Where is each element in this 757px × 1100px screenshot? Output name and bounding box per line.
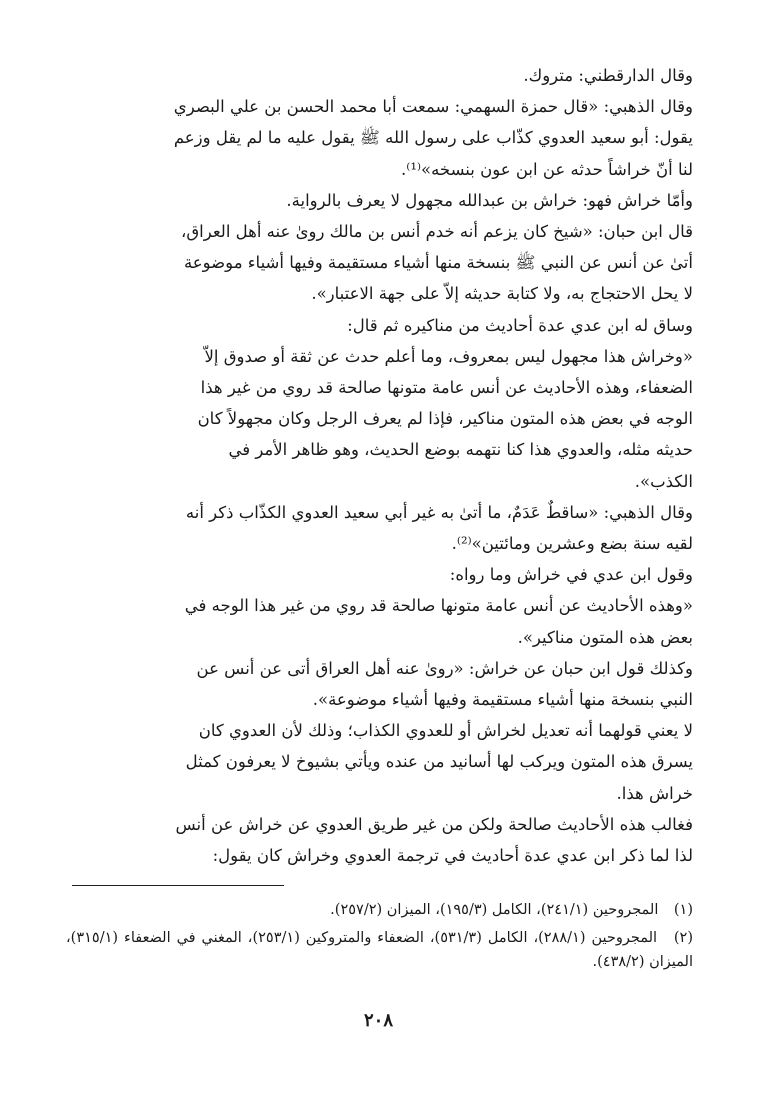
text-line: وقال الذهبي: «قال حمزة السهمي: سمعت أبا محمد الحسن بن علي البصري <box>173 97 693 117</box>
text-line: وكذلك قول ابن حبان عن خراش: «روىٰ عنه أهل العراق أتى عن أنس عن <box>196 658 693 678</box>
footnote <box>66 926 693 974</box>
text-line: النبي بنسخة منها أشياء مستقيمة وفيها أشياء موضوعة». <box>312 690 693 710</box>
text-line: الوجه في بعض هذه المتون مناكير، فإذا لم يعرف الرجل وكان مجهولاً كان <box>197 409 693 429</box>
text-line: وأمّا خراش فهو: خراش بن عبدالله مجهول لا يعرف بالرواية. <box>286 190 693 210</box>
text-line: وساق له ابن عدي عدة أحاديث من مناكيره ثم قال: <box>347 315 693 335</box>
text-line: الضعفاء، وهذه الأحاديث عن أنس عامة متونها صالحة قد روي من غير هذا <box>200 378 693 398</box>
text-line: الكذب». <box>634 471 693 491</box>
text-line: وقال الذهبي: «ساقطٌ عَدَمٌ، ما أتىٰ به غير أبي سعيد العدوي الكذّاب ذكر أنه <box>185 502 693 522</box>
text-line: وقول ابن عدي في خراش وما رواه: <box>449 565 693 585</box>
text-line: يسرق هذه المتون ويركب لها أسانيد من عنده ويأتي بشيوخ لا يعرفون كمثل <box>185 752 693 772</box>
main-text <box>66 60 693 871</box>
text-line: يقول: أبو سعيد العدوي كذّاب على رسول الله ﷺ يقول عليه ما لم يقل وزعم <box>173 128 693 148</box>
text-line: لذا لما ذكر ابن عدي عدة أحاديث في ترجمة العدوي وخراش كان يقول: <box>212 846 693 866</box>
text-line: «وخراش هذا مجهول ليس بمعروف، وما أعلم حدث عن ثقة أو صدوق إلاّ <box>204 346 693 366</box>
footnote-marker: (١) <box>673 902 693 918</box>
text-line: فغالب هذه الأحاديث صالحة ولكن من غير طريق العدوي عن خراش عن أنس <box>175 814 693 834</box>
footnotes <box>66 898 693 978</box>
footnote-marker: (٢) <box>673 930 693 946</box>
footnote-text: المجروحين (٢٨٨/١)، الكامل (٥٣١/٣)، الضعفاء والمتروكين (٢٥٣/١)، المغني في الضعفاء (٣١٥/١)، الميزان (٤٣٨/٢). <box>66 930 693 970</box>
text-line: لا يحل الاحتجاج به، ولا كتابة حديثه إلاّ على جهة الاعتبار». <box>311 284 693 304</box>
text-line: بعض هذه المتون مناكير». <box>517 627 693 647</box>
text-line: وقال الدارقطني: متروك. <box>523 66 693 85</box>
footnote-separator <box>72 885 284 886</box>
text-line: «وهذه الأحاديث عن أنس عامة متونها صالحة قد روي من غير هذا الوجه في <box>184 596 693 616</box>
text-line: لقيه سنة بضع وعشرين ومائتين»⁽²⁾. <box>451 534 693 554</box>
text-line: خراش هذا. <box>616 783 693 803</box>
footnote-text: المجروحين (٢٤١/١)، الكامل (١٩٥/٣)، الميزان (٢٥٧/٢). <box>330 902 659 918</box>
text-line: حديثه مثله، والعدوي هذا كنا نتهمه بوضع الحديث، وهو ظاهر الأمر في <box>228 440 693 460</box>
text-line: قال ابن حبان: «شيخ كان يزعم أنه خدم أنس بن مالك روىٰ عنه أهل العراق، <box>181 222 693 242</box>
text-line: لا يعني قولهما أنه تعديل لخراش أو للعدوي الكذاب؛ وذلك لأن العدوي كان <box>198 721 693 741</box>
footnote <box>66 898 693 922</box>
page-number: ٢٠٨ <box>363 1010 393 1031</box>
text-line: لنا أنّ خراشاً حدثه عن ابن عون بنسخه»⁽¹⁾. <box>401 159 693 179</box>
text-line: أتىٰ عن أنس عن النبي ﷺ بنسخة منها أشياء مستقيمة وفيها أشياء موضوعة <box>183 253 693 273</box>
